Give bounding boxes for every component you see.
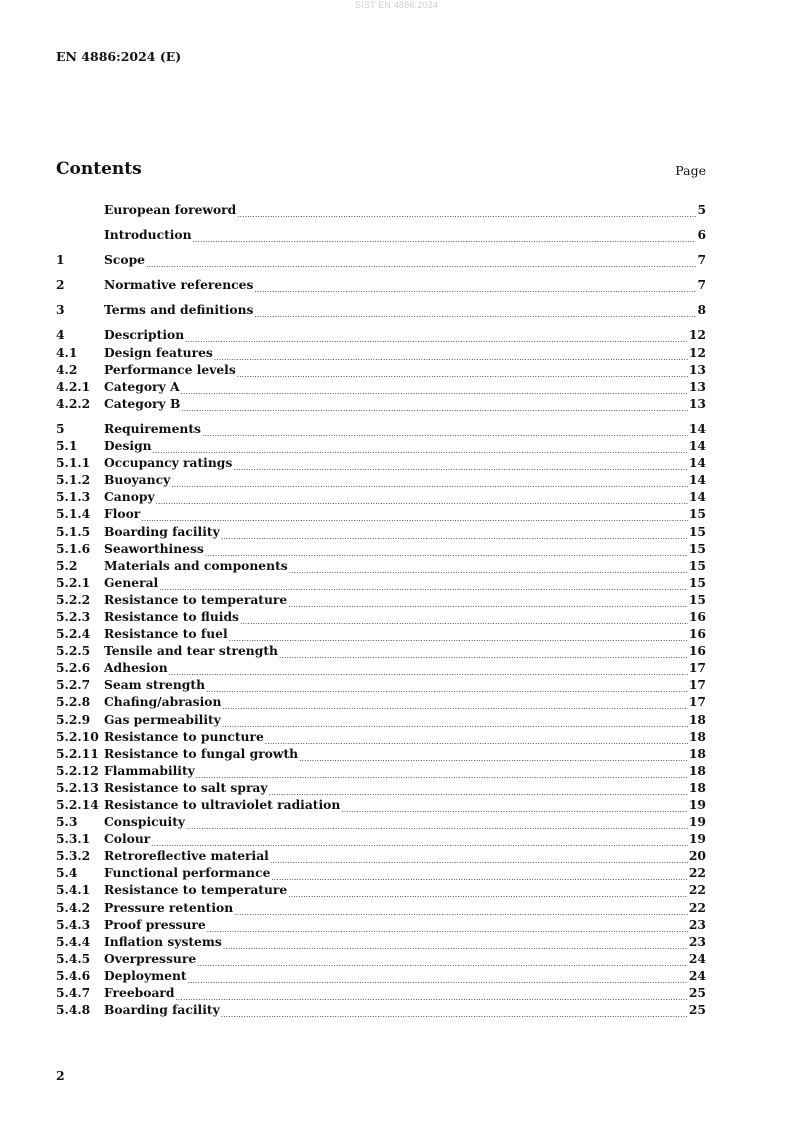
dot-leader bbox=[207, 919, 688, 936]
toc-entry-page: 15 bbox=[688, 557, 706, 573]
toc-entry-title: Chafing/abrasion bbox=[104, 694, 222, 710]
dot-leader bbox=[299, 748, 688, 765]
toc-entry-page: 15 bbox=[688, 574, 706, 590]
dot-leader bbox=[222, 696, 687, 713]
toc-entry-page: 7 bbox=[697, 252, 706, 268]
dot-leader bbox=[223, 936, 688, 953]
toc-entry-page: 5 bbox=[697, 202, 706, 217]
toc-entry-page: 25 bbox=[688, 985, 706, 1001]
document-code: EN 4886:2024 (E) bbox=[56, 49, 182, 64]
dot-leader bbox=[234, 902, 688, 919]
toc-entry-number: 2 bbox=[56, 277, 65, 293]
toc-entry-page: 23 bbox=[688, 916, 706, 932]
toc-entry-number: 5.4.8 bbox=[56, 1002, 91, 1018]
toc-entry-title: Resistance to fluids bbox=[104, 608, 239, 624]
toc-entry[interactable] bbox=[56, 796, 706, 813]
toc-entry-page: 13 bbox=[688, 378, 706, 394]
toc-entry[interactable] bbox=[56, 557, 706, 574]
toc-entry[interactable] bbox=[56, 711, 706, 728]
toc-entry[interactable] bbox=[56, 344, 706, 361]
toc-entry-title: Retroreflective material bbox=[104, 848, 269, 864]
dot-leader bbox=[206, 679, 688, 696]
toc-entry-title: Seaworthiness bbox=[104, 540, 204, 556]
toc-entry[interactable] bbox=[56, 361, 706, 378]
toc-entry-title: Performance levels bbox=[104, 361, 236, 377]
toc-entry-number: 5.4.4 bbox=[56, 933, 91, 949]
toc-entry-title: Flammability bbox=[104, 762, 195, 778]
dot-leader bbox=[237, 364, 688, 381]
toc-entry[interactable] bbox=[56, 693, 706, 710]
toc-entry-title: Conspicuity bbox=[104, 814, 186, 830]
dot-leader bbox=[289, 560, 688, 577]
toc-entry-number: 5.2.10 bbox=[56, 728, 99, 744]
toc-entry-title: Tensile and tear strength bbox=[104, 643, 278, 659]
toc-entry-page: 23 bbox=[688, 933, 706, 949]
dot-leader bbox=[196, 765, 688, 782]
toc-entry-number: 5.1.3 bbox=[56, 489, 91, 505]
dot-leader bbox=[153, 440, 688, 457]
toc-entry-number: 5.1.5 bbox=[56, 523, 91, 539]
toc-entry-title: Category B bbox=[104, 395, 181, 411]
toc-entry-page: 18 bbox=[688, 745, 706, 761]
toc-entry[interactable] bbox=[56, 523, 706, 540]
toc-entry-page: 12 bbox=[688, 344, 706, 360]
toc-entry[interactable] bbox=[56, 488, 706, 505]
dot-leader bbox=[197, 953, 688, 970]
toc-entry-number: 5.1.4 bbox=[56, 506, 91, 522]
toc-entry-page: 22 bbox=[688, 865, 706, 881]
toc-entry-title: Resistance to fuel bbox=[104, 626, 228, 642]
toc-entry-title: Boarding facility bbox=[104, 523, 220, 539]
toc-entry-title: Design features bbox=[104, 344, 213, 360]
toc-entry-title: Seam strength bbox=[104, 677, 206, 693]
toc-entry[interactable] bbox=[56, 899, 706, 916]
toc-entry-title: Canopy bbox=[104, 489, 155, 505]
toc-entry[interactable] bbox=[56, 950, 706, 967]
watermark: SIST EN 4886:2024 bbox=[354, 0, 439, 10]
dot-leader bbox=[156, 491, 688, 508]
toc-entry-number: 5.4 bbox=[56, 865, 78, 881]
dot-leader bbox=[233, 457, 688, 474]
toc-entry-title: Normative references bbox=[104, 277, 254, 293]
toc-entry-page: 16 bbox=[688, 608, 706, 624]
toc-entry[interactable] bbox=[56, 847, 706, 864]
toc-entry-title: Resistance to puncture bbox=[104, 728, 264, 744]
toc-entry-number: 5.2 bbox=[56, 557, 78, 573]
toc-entry-number: 5.2.8 bbox=[56, 694, 91, 710]
toc-entry-number: 5.3.2 bbox=[56, 848, 91, 864]
toc-entry[interactable] bbox=[56, 226, 706, 243]
toc-entry[interactable] bbox=[56, 251, 706, 268]
toc-entry-number: 5.2.6 bbox=[56, 660, 91, 676]
toc-entry-number: 5.2.11 bbox=[56, 745, 99, 761]
toc-entry[interactable] bbox=[56, 676, 706, 693]
toc-entry[interactable] bbox=[56, 642, 706, 659]
toc-entry-page: 15 bbox=[688, 591, 706, 607]
dot-leader bbox=[188, 970, 688, 987]
dot-leader bbox=[181, 381, 688, 398]
toc-entry-page: 15 bbox=[688, 540, 706, 556]
dot-leader bbox=[288, 594, 688, 611]
toc-entry[interactable] bbox=[56, 813, 706, 830]
toc-entry-page: 25 bbox=[688, 1002, 706, 1018]
toc-entry-page: 22 bbox=[688, 899, 706, 915]
toc-entry-page: 16 bbox=[688, 626, 706, 642]
toc-entry-title: General bbox=[104, 574, 159, 590]
toc-entry-page: 17 bbox=[688, 694, 706, 710]
toc-entry-number: 5.2.7 bbox=[56, 677, 91, 693]
dot-leader bbox=[270, 850, 688, 867]
contents-heading: Contents bbox=[56, 159, 142, 179]
toc-entry-page: 14 bbox=[688, 472, 706, 488]
toc-entry-page: 19 bbox=[688, 797, 706, 812]
dot-leader bbox=[288, 884, 688, 901]
toc-entry-page: 24 bbox=[688, 967, 706, 983]
toc-entry[interactable] bbox=[56, 378, 706, 395]
toc-entry[interactable] bbox=[56, 984, 706, 1001]
toc-entry-page: 14 bbox=[688, 489, 706, 505]
toc-entry[interactable] bbox=[56, 420, 706, 437]
toc-entry[interactable] bbox=[56, 967, 706, 984]
toc-entry-number: 5.4.2 bbox=[56, 899, 91, 915]
toc-entry-number: 5.4.6 bbox=[56, 967, 91, 983]
toc-entry[interactable] bbox=[56, 881, 706, 898]
toc-entry-number: 5.2.9 bbox=[56, 711, 91, 727]
toc-entry[interactable] bbox=[56, 864, 706, 881]
toc-entry-title: Resistance to temperature bbox=[104, 882, 288, 898]
toc-entry-number: 5.2.4 bbox=[56, 626, 91, 642]
toc-entry-page: 24 bbox=[688, 950, 706, 966]
page-column-label: Page bbox=[675, 163, 706, 178]
toc-entry-title: Resistance to salt spray bbox=[104, 779, 268, 795]
toc-entry-page: 13 bbox=[688, 395, 706, 411]
toc-entry[interactable] bbox=[56, 830, 706, 847]
dot-leader bbox=[240, 611, 688, 628]
toc-entry[interactable] bbox=[56, 505, 706, 522]
toc-entry-page: 17 bbox=[688, 660, 706, 676]
toc-entry[interactable] bbox=[56, 745, 706, 762]
toc-entry[interactable] bbox=[56, 301, 706, 318]
toc-entry-page: 22 bbox=[688, 882, 706, 898]
toc-entry[interactable] bbox=[56, 916, 706, 933]
toc-entry-number: 5.1.6 bbox=[56, 540, 91, 556]
toc-entry-page: 17 bbox=[688, 677, 706, 693]
toc-entry-number: 5.3.1 bbox=[56, 831, 91, 847]
toc-entry-title: Resistance to ultraviolet radiation bbox=[104, 797, 341, 812]
toc-entry-page: 19 bbox=[688, 831, 706, 847]
toc-entry-number: 5.2.5 bbox=[56, 643, 91, 659]
toc-entry-page: 19 bbox=[688, 814, 706, 830]
footer-page-number: 2 bbox=[56, 1068, 65, 1083]
toc-entry-title: Terms and definitions bbox=[104, 302, 254, 318]
dot-leader bbox=[254, 279, 696, 296]
toc-entry-page: 14 bbox=[688, 455, 706, 471]
toc-entry-title: Freeboard bbox=[104, 985, 175, 1001]
toc-entry-number: 4.2.1 bbox=[56, 378, 91, 394]
dot-leader bbox=[171, 474, 688, 491]
toc-entry-title: Adhesion bbox=[104, 660, 168, 676]
toc-entry-title: Scope bbox=[104, 252, 145, 268]
toc-entry-page: 18 bbox=[688, 711, 706, 727]
dot-leader bbox=[202, 423, 688, 440]
dot-leader bbox=[214, 347, 688, 364]
toc-entry-title: Floor bbox=[104, 506, 141, 522]
toc-entry-number: 5.1 bbox=[56, 438, 78, 454]
toc-entry-title: Materials and components bbox=[104, 557, 288, 573]
toc-entry[interactable] bbox=[56, 454, 706, 471]
toc-entry[interactable] bbox=[56, 933, 706, 950]
table-of-contents bbox=[56, 201, 706, 1018]
toc-entry-number: 5.4.3 bbox=[56, 916, 91, 932]
toc-entry-number: 5 bbox=[56, 420, 65, 436]
toc-entry-page: 20 bbox=[688, 848, 706, 864]
dot-leader bbox=[221, 1004, 688, 1021]
toc-entry[interactable] bbox=[56, 395, 706, 412]
toc-entry[interactable] bbox=[56, 1001, 706, 1018]
toc-entry[interactable] bbox=[56, 540, 706, 557]
dot-leader bbox=[254, 304, 696, 321]
toc-entry[interactable] bbox=[56, 659, 706, 676]
dot-leader bbox=[193, 229, 697, 246]
dot-leader bbox=[169, 662, 688, 679]
toc-entry-title: Requirements bbox=[104, 420, 201, 436]
toc-entry[interactable] bbox=[56, 608, 706, 625]
dot-leader bbox=[229, 628, 688, 645]
toc-entry[interactable] bbox=[56, 471, 706, 488]
toc-entry-number: 5.1.2 bbox=[56, 472, 91, 488]
toc-entry-title: Resistance to fungal growth bbox=[104, 745, 299, 761]
toc-entry-number: 4.1 bbox=[56, 344, 78, 360]
toc-entry[interactable] bbox=[56, 201, 706, 218]
toc-entry-number: 4 bbox=[56, 327, 65, 343]
toc-entry[interactable] bbox=[56, 728, 706, 745]
dot-leader bbox=[221, 526, 688, 543]
dot-leader bbox=[185, 329, 688, 346]
toc-entry-number: 3 bbox=[56, 302, 65, 318]
toc-entry-page: 18 bbox=[688, 728, 706, 744]
dot-leader bbox=[265, 731, 688, 748]
toc-entry[interactable] bbox=[56, 762, 706, 779]
toc-entry-title: Proof pressure bbox=[104, 916, 206, 932]
toc-entry-page: 15 bbox=[688, 523, 706, 539]
toc-entry-title: Occupancy ratings bbox=[104, 455, 233, 471]
toc-entry-title: Gas permeability bbox=[104, 711, 221, 727]
toc-entry-number: 5.2.14 bbox=[56, 797, 99, 812]
toc-entry-title: Pressure retention bbox=[104, 899, 234, 915]
toc-entry-number: 5.1.1 bbox=[56, 455, 91, 471]
dot-leader bbox=[181, 398, 688, 415]
toc-entry-number: 5.4.7 bbox=[56, 985, 91, 1001]
toc-entry-page: 14 bbox=[688, 438, 706, 454]
dot-leader bbox=[186, 816, 688, 833]
toc-entry-title: Functional performance bbox=[104, 865, 271, 881]
dot-leader bbox=[271, 867, 687, 884]
toc-entry-number: 5.2.1 bbox=[56, 574, 91, 590]
toc-entry-title: Category A bbox=[104, 378, 180, 394]
dot-leader bbox=[141, 508, 688, 525]
toc-entry[interactable] bbox=[56, 591, 706, 608]
toc-entry-title: Buoyancy bbox=[104, 472, 171, 488]
toc-entry[interactable] bbox=[56, 574, 706, 591]
toc-entry[interactable] bbox=[56, 326, 706, 343]
toc-entry-page: 7 bbox=[697, 277, 706, 293]
toc-entry-page: 6 bbox=[697, 227, 706, 243]
toc-entry-number: 5.2.12 bbox=[56, 762, 99, 778]
toc-entry-page: 15 bbox=[688, 506, 706, 522]
dot-leader bbox=[279, 645, 688, 662]
toc-entry-number: 5.4.1 bbox=[56, 882, 91, 898]
toc-entry-page: 16 bbox=[688, 643, 706, 659]
toc-entry-page: 12 bbox=[688, 327, 706, 343]
toc-entry-page: 8 bbox=[697, 302, 706, 318]
toc-entry-number: 5.4.5 bbox=[56, 950, 91, 966]
toc-entry-title: European foreword bbox=[104, 202, 237, 217]
toc-entry-title: Resistance to temperature bbox=[104, 591, 288, 607]
toc-entry-page: 18 bbox=[688, 779, 706, 795]
toc-entry-number: 5.2.2 bbox=[56, 591, 91, 607]
toc-entry[interactable] bbox=[56, 276, 706, 293]
toc-entry-title: Inflation systems bbox=[104, 933, 222, 949]
toc-entry-number: 4.2.2 bbox=[56, 395, 91, 411]
dot-leader bbox=[222, 714, 688, 731]
toc-entry-page: 13 bbox=[688, 361, 706, 377]
toc-entry-title: Introduction bbox=[104, 227, 192, 243]
toc-entry-page: 14 bbox=[688, 420, 706, 436]
toc-entry-title: Design bbox=[104, 438, 152, 454]
toc-entry-title: Overpressure bbox=[104, 950, 197, 966]
dot-leader bbox=[146, 254, 696, 271]
toc-entry-number: 4.2 bbox=[56, 361, 78, 377]
toc-entry-title: Boarding facility bbox=[104, 1002, 220, 1018]
dot-leader bbox=[176, 987, 688, 1004]
toc-entry-title: Colour bbox=[104, 831, 151, 847]
toc-entry[interactable] bbox=[56, 437, 706, 454]
toc-entry-number: 5.2.3 bbox=[56, 608, 91, 624]
dot-leader bbox=[237, 204, 696, 221]
toc-entry-title: Description bbox=[104, 327, 185, 343]
toc-entry-title: Deployment bbox=[104, 967, 187, 983]
toc-entry-number: 5.2.13 bbox=[56, 779, 99, 795]
toc-entry-page: 18 bbox=[688, 762, 706, 778]
dot-leader bbox=[341, 799, 688, 816]
toc-entry[interactable] bbox=[56, 779, 706, 796]
toc-entry-number: 1 bbox=[56, 252, 65, 268]
toc-entry-number: 5.3 bbox=[56, 814, 78, 830]
toc-entry[interactable] bbox=[56, 625, 706, 642]
